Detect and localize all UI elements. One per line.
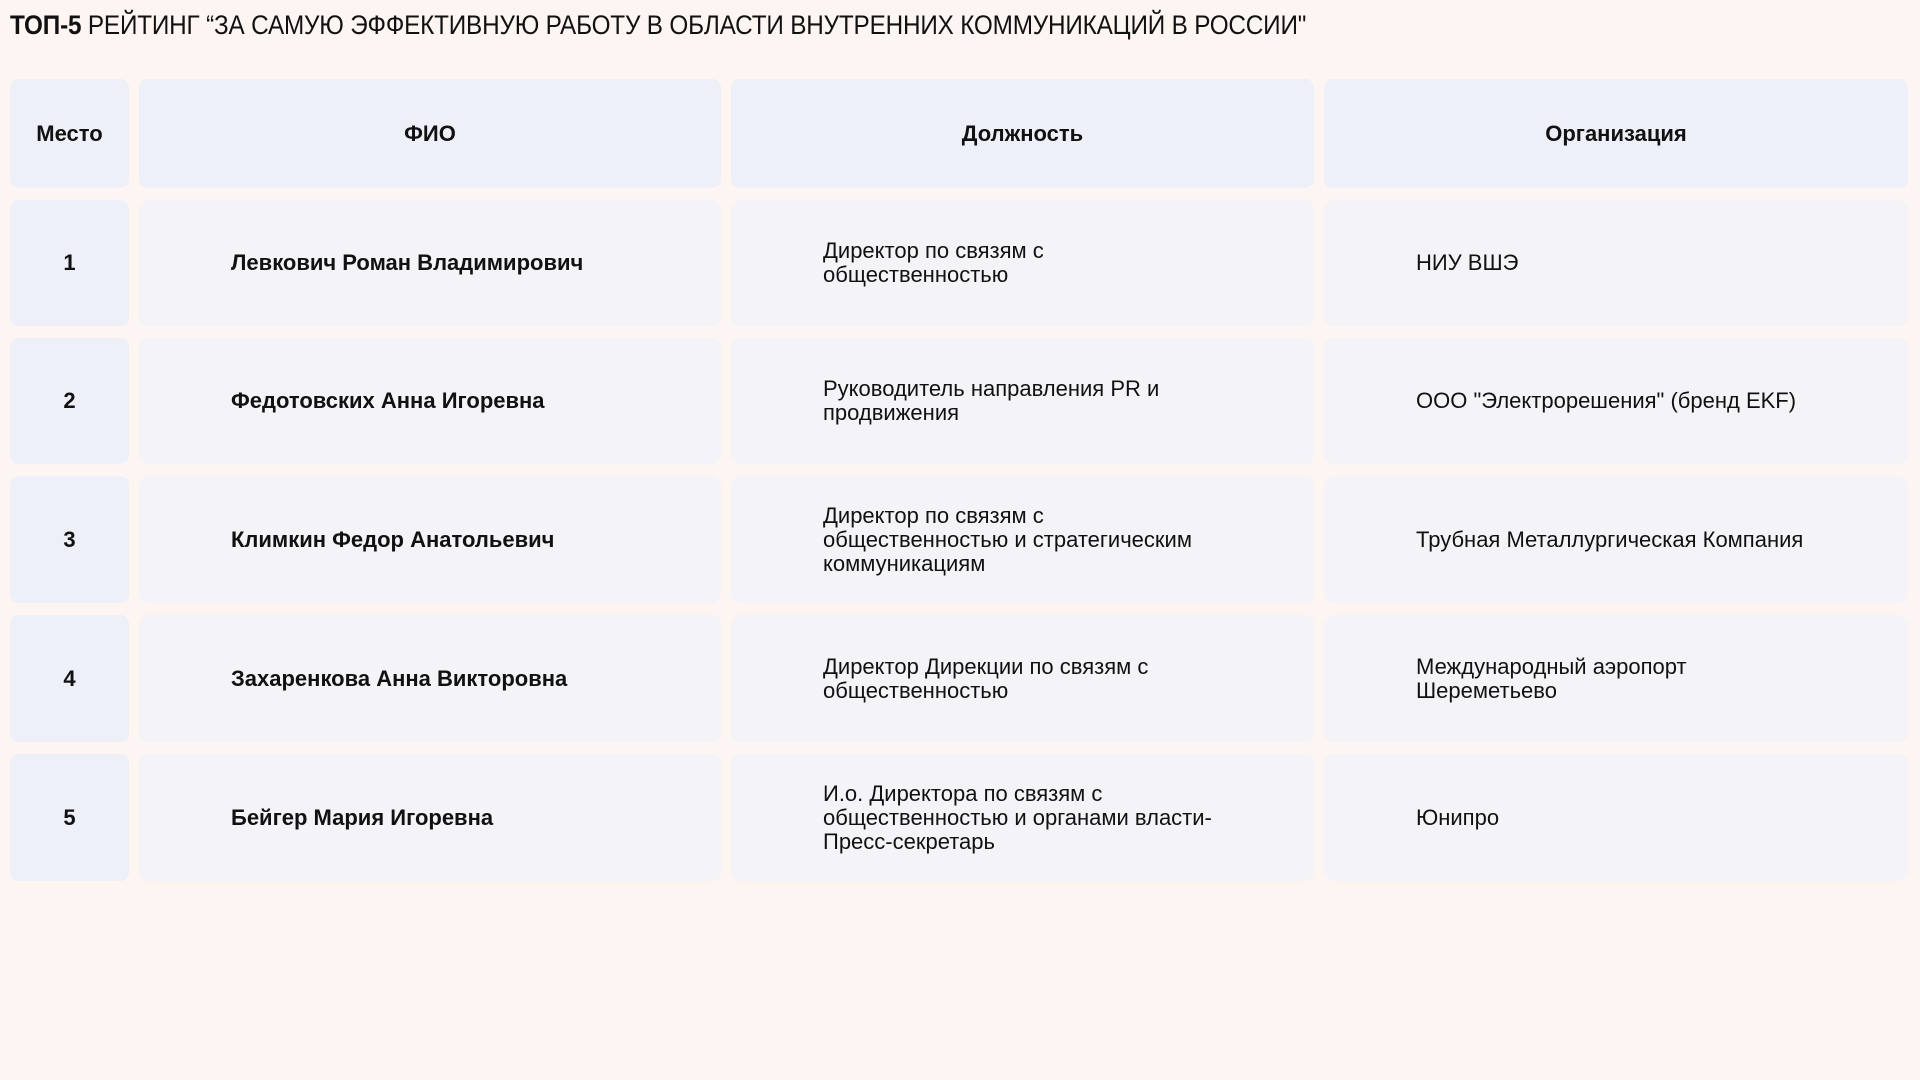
page-title [10,8,1306,42]
row-2-place: 2 [10,338,129,464]
row-3-position: Директор по связям с общественностью и стратегическим коммуникациям [731,476,1314,603]
row-2-position: Руководитель направления PR и продвижения [731,338,1314,464]
row-4-name: Захаренкова Анна Викторовна [139,615,721,742]
row-3-place: 3 [10,476,129,603]
row-2-organization: ООО "Электрорешения" (бренд EKF) [1324,338,1908,464]
row-1-name: Левкович Роман Владимирович [139,200,721,326]
header-organization: Организация [1324,79,1908,188]
row-2-name: Федотовских Анна Игоревна [139,338,721,464]
row-4-place: 4 [10,615,129,742]
row-5-position: И.о. Директора по связям с общественностью и органами власти- Пресс-секретарь [731,754,1314,881]
row-1-place: 1 [10,200,129,326]
row-4-organization: Международный аэропорт Шереметьево [1324,615,1908,742]
row-4-position: Директор Дирекции по связям с общественностью [731,615,1314,742]
row-5-organization: Юнипро [1324,754,1908,881]
header-position: Должность [731,79,1314,188]
header-place: Место [10,79,129,188]
row-3-name: Климкин Федор Анатольевич [139,476,721,603]
row-3-organization: Трубная Металлургическая Компания [1324,476,1908,603]
row-1-organization: НИУ ВШЭ [1324,200,1908,326]
header-name: ФИО [139,79,721,188]
row-1-position: Директор по связям с общественностью [731,200,1314,326]
rating-table [10,79,1910,881]
row-5-place: 5 [10,754,129,881]
row-5-name: Бейгер Мария Игоревна [139,754,721,881]
page-title-text: РЕЙТИНГ “ЗА САМУЮ ЭФФЕКТИВНУЮ РАБОТУ В ОБЛАСТИ ВНУТРЕННИХ КОММУНИКАЦИЙ В РОССИИ" [81,10,1307,40]
page-title-highlight: ТОП-5 [10,10,82,40]
